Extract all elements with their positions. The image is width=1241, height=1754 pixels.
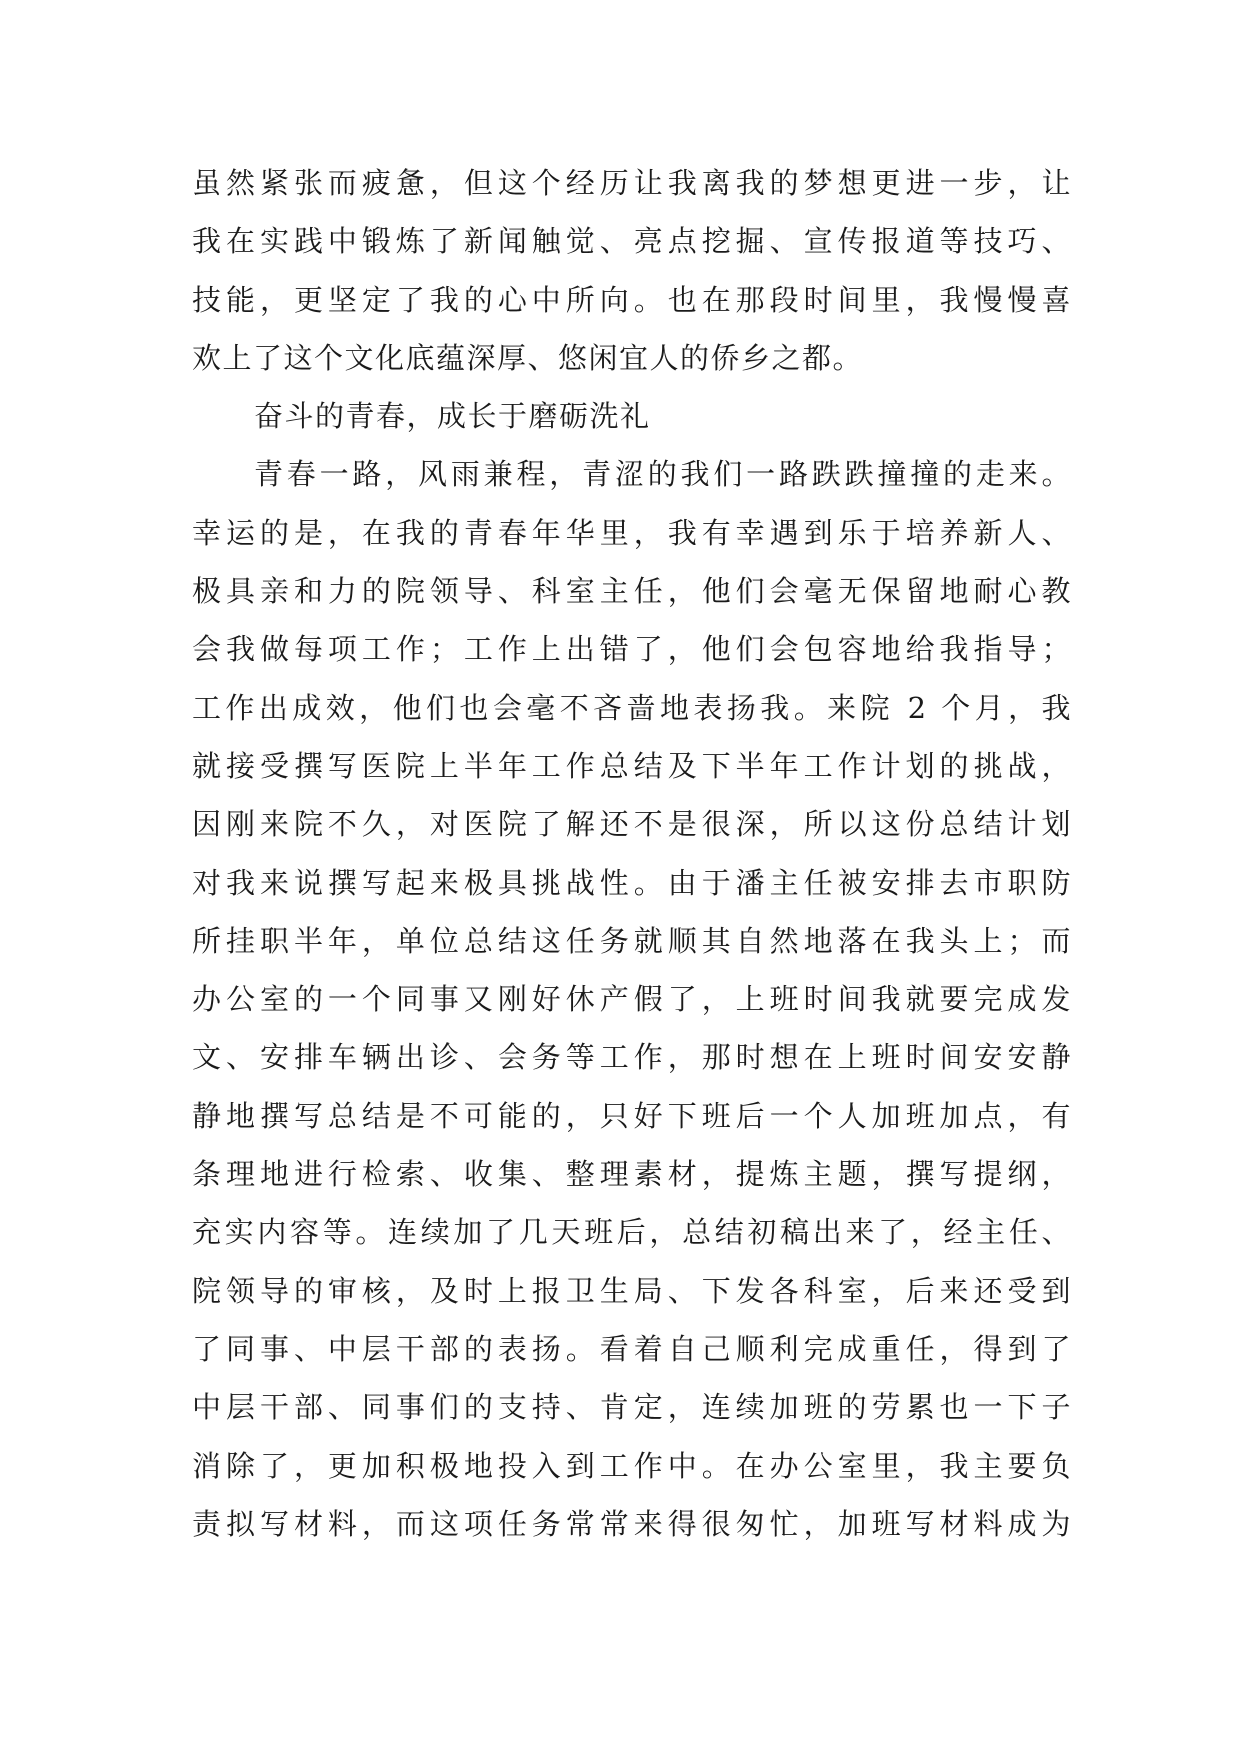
text-line: 办公室的一个同事又刚好休产假了，上班时间我就要完成发 (192, 982, 1072, 1017)
text-line: 极具亲和力的院领导、科室主任，他们会毫无保留地耐心教 (192, 574, 1072, 609)
text-line: 文、安排车辆出诊、会务等工作，那时想在上班时间安安静 (192, 1040, 1072, 1075)
text-line: 幸运的是，在我的青春年华里，我有幸遇到乐于培养新人、 (192, 515, 1072, 550)
text-line: 我在实践中锻炼了新闻触觉、亮点挖掘、宣传报道等技巧、 (192, 224, 1072, 259)
document-body (192, 154, 1072, 1553)
text-line: 欢上了这个文化底蕴深厚、悠闲宜人的侨乡之都。 (192, 340, 864, 375)
text-line: 所挂职半年，单位总结这任务就顺其自然地落在我头上；而 (192, 923, 1072, 958)
text-line: 静地撰写总结是不可能的，只好下班后一个人加班加点，有 (192, 1098, 1072, 1133)
text-line: 消除了，更加积极地投入到工作中。在办公室里，我主要负 (192, 1448, 1072, 1483)
text-line: 青春一路，风雨兼程，青涩的我们一路跌跌撞撞的走来。 (254, 457, 1072, 492)
text-line: 就接受撰写医院上半年工作总结及下半年工作计划的挑战， (192, 748, 1072, 783)
text-line: 对我来说撰写起来极具挑战性。由于潘主任被安排去市职防 (192, 865, 1072, 900)
text-line: 工作出成效，他们也会毫不吝啬地表扬我。来院 2 个月，我 (192, 690, 1072, 725)
text-line: 责拟写材料，而这项任务常常来得很匆忙，加班写材料成为 (192, 1506, 1072, 1541)
text-line: 条理地进行检索、收集、整理素材，提炼主题，撰写提纲， (192, 1157, 1072, 1192)
text-line: 院领导的审核，及时上报卫生局、下发各科室，后来还受到 (192, 1273, 1072, 1308)
text-line: 因刚来院不久，对医院了解还不是很深，所以这份总结计划 (192, 807, 1072, 842)
section-heading: 奋斗的青春，成长于磨砺洗礼 (254, 399, 651, 434)
text-line: 技能，更坚定了我的心中所向。也在那段时间里，我慢慢喜 (192, 282, 1072, 317)
text-line: 会我做每项工作；工作上出错了，他们会包容地给我指导； (192, 632, 1072, 667)
text-line: 充实内容等。连续加了几天班后，总结初稿出来了，经主任、 (192, 1215, 1072, 1250)
text-line: 虽然紧张而疲惫，但这个经历让我离我的梦想更进一步，让 (192, 166, 1072, 200)
text-line: 了同事、中层干部的表扬。看着自己顺利完成重任，得到了 (192, 1331, 1072, 1366)
text-line: 中层干部、同事们的支持、肯定，连续加班的劳累也一下子 (192, 1390, 1072, 1425)
